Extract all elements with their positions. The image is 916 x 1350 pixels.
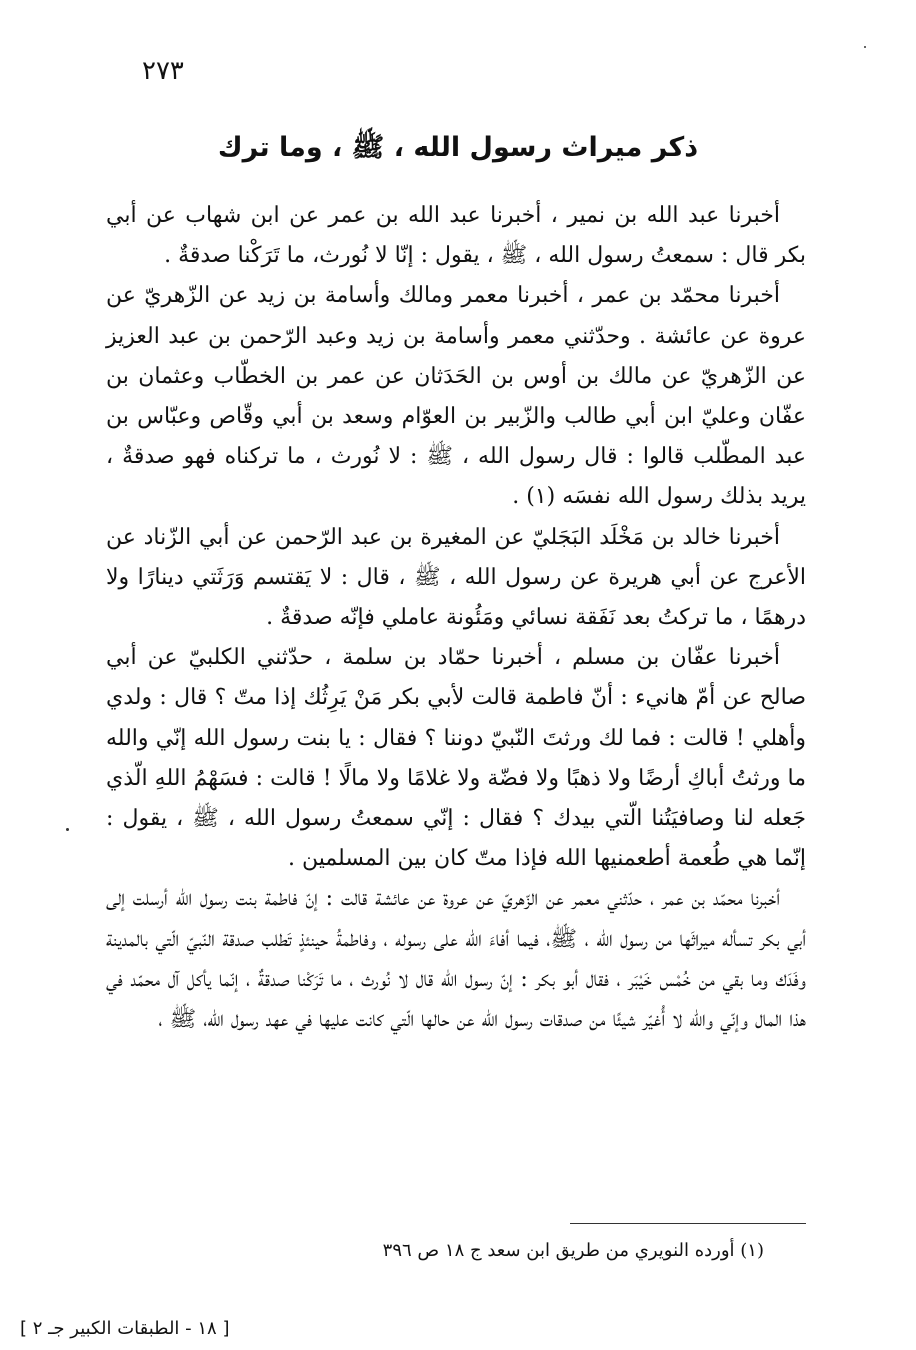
paragraph-1: أخبرنا عبد الله بن نمير ، أخبرنا عبد الله بن عمر عن ابن شهاب عن أبي بكر قال : سمعتُ رسول الله ، ﷺ ، يقول : إنّا لا نُورث، ما تَرَكْنا صدقةٌ . bbox=[106, 203, 806, 269]
footnote: (١) أورده النويري من طريق ابن سعد ج ١٨ ص ٣٩٦ bbox=[382, 1240, 764, 1261]
body-text bbox=[106, 196, 806, 1040]
page-number: ٢٧٣ bbox=[142, 56, 184, 86]
paragraph-3: أخبرنا خالد بن مَخْلَد البَجَليّ عن المغيرة بن عبد الرّحمن عن أبي الزّناد عن الأعرج عن أبي هريرة عن رسول الله ، ﷺ ، قال : لا يَقتسم وَرَثَتي دينارًا ولا درهمًا ، ما تركتُ بعد نَفَقة نسائي ومَئُونة عاملي فإنّه صدقةٌ . bbox=[106, 524, 806, 631]
margin-dot bbox=[66, 828, 69, 831]
section-title: ذكر ميراث رسول الله ، ﷺ ، وما ترك bbox=[217, 132, 699, 163]
footnote-separator bbox=[570, 1223, 806, 1224]
scan-mark bbox=[864, 46, 866, 48]
paragraph-2: أخبرنا محمّد بن عمر ، أخبرنا معمر ومالك وأسامة بن زيد عن الزّهريّ عن عروة عن عائشة . وحدّثني معمر وأسامة بن زيد وعبد الرّحمن بن عبد العزيز عن الزّهريّ عن مالك بن أوس بن الحَدَثان عن عمر بن الخطّاب وعثمان بن عفّان وعليّ ابن أبي طالب والزّبير بن العوّام وسعد بن أبي وقّاص وعبّاس بن عبد المطّلب قالوا : قال رسول الله ، ﷺ : لا نُورث ، ما تركناه فهو صدقةٌ ، يريد بذلك رسول الله نفسَه (١) . bbox=[106, 283, 806, 510]
signature-line: [ ١٨ - الطبقات الكبير جـ ٢ ] bbox=[20, 1318, 230, 1339]
paragraph-5: أخبرنا محمّد بن عمر ، حدّثني معمر عن الزّهريّ عن عروة عن عائشة قالت : إنّ فاطمة بنت رسول الله أرسلت إلى أبي بكر تسأله ميراثَها من رسول الله ، ﷺ، فيما أفاءَ الله على رسوله ، وفاطمةُ حينئذٍ تَطلب صدقة النّبيّ الّتي بالمدينة وفَدَك وما بقي من خُمْس خَيْبَر ، فقال أبو بكر : إنّ رسول الله قال لا نُورث ، ما تَرَكْنا صدقةٌ ، إنّما يأكل آل محمّد في هذا المال وإنّي والله لا أُغيّر شيئًا من صدقات رسول الله عن حالها الّتي كانت عليها في عهد رسول الله، ﷺ ، bbox=[106, 886, 806, 1033]
paragraph-4: أخبرنا عفّان بن مسلم ، أخبرنا حمّاد بن سلمة ، حدّثني الكلبيّ عن أبي صالح عن أمّ هانيء : أنّ فاطمة قالت لأبي بكر مَنْ يَرِثُك إذا متّ ؟ قال : ولدي وأهلي ! قالت : فما لك ورثتَ النّبيّ دوننا ؟ فقال : يا بنت رسول الله إنّي والله ما ورثتُ أباكِ أرضًا ولا ذهبًا ولا فضّة ولا غلامًا ولا مالًا ! قالت : فسَهْمُ اللهِ الّذي جَعله لنا وصافيَتُنا الّتي بيدك ؟ فقال : إنّي سمعتُ رسول الله ، ﷺ ، يقول : إنّما هي طُعمة أطعمنيها الله فإذا متّ كان بين المسلمين . bbox=[106, 645, 806, 872]
